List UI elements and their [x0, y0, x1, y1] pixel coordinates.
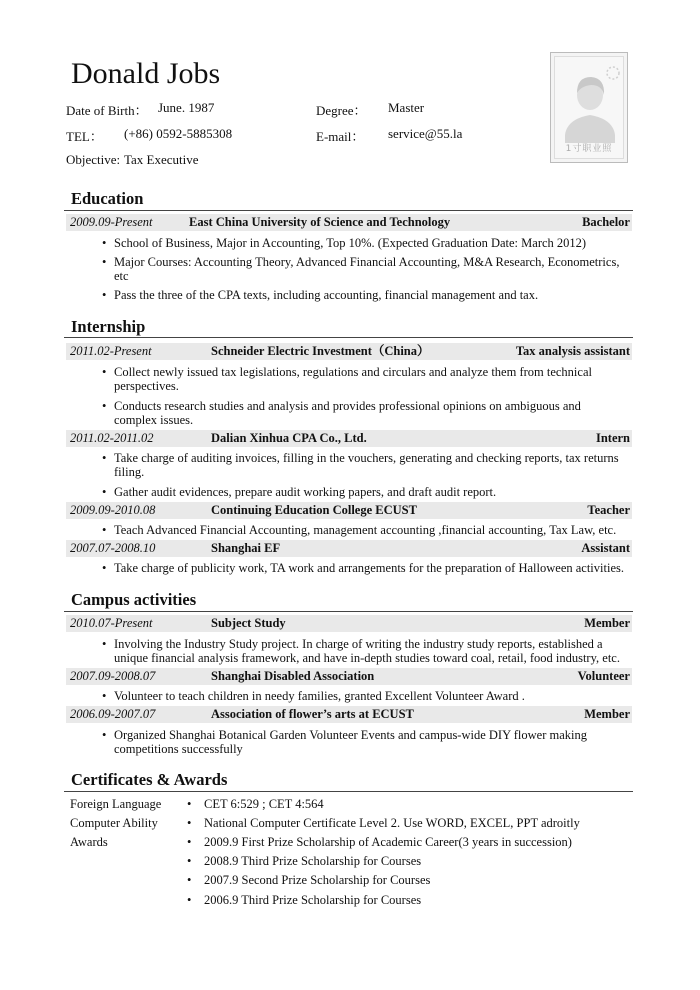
certificates-title: Certificates & Awards — [71, 770, 228, 789]
entry-date: 2009.09-Present — [70, 215, 153, 229]
education-title: Education — [71, 189, 144, 208]
certificates-divider — [64, 791, 633, 792]
campus-divider — [64, 611, 633, 612]
internship-divider — [64, 337, 633, 338]
campus-entry-header — [66, 668, 632, 685]
certificate-item: CET 6:529 ; CET 4:564 — [204, 797, 324, 811]
certificate-category: Computer Ability — [70, 816, 158, 830]
internship-entry-header — [66, 430, 632, 447]
entry-role: Volunteer — [577, 669, 630, 683]
internship-entry-header — [66, 343, 632, 360]
certificate-item: 2009.9 First Prize Scholarship of Academic Career(3 years in succession) — [204, 835, 572, 849]
entry-date: 2009.09-2010.08 — [70, 503, 156, 517]
candidate-name: Donald Jobs — [71, 57, 221, 90]
entry-organization: Subject Study — [211, 616, 286, 630]
entry-role: Member — [584, 616, 630, 630]
dob-value: June. 1987 — [158, 100, 215, 115]
entry-date: 2007.07-2008.10 — [70, 541, 156, 555]
email-label: E-mail： — [316, 129, 365, 144]
objective-label: Objective: — [66, 152, 121, 167]
certificate-category: Awards — [70, 835, 108, 849]
campus-entry-header — [66, 615, 632, 632]
tel-value: (+86) 0592-5885308 — [124, 126, 233, 141]
education-divider — [64, 210, 633, 211]
entry-organization: Association of flower’s arts at ECUST — [211, 707, 414, 721]
certificate-category: Foreign Language — [70, 797, 162, 811]
degree-value: Master — [388, 100, 425, 115]
entry-organization: Schneider Electric Investment（China） — [211, 344, 430, 358]
objective-value: Tax Executive — [124, 152, 199, 167]
entry-organization: Dalian Xinhua CPA Co., Ltd. — [211, 431, 367, 445]
entry-role: Member — [584, 707, 630, 721]
entry-role: Tax analysis assistant — [515, 344, 630, 358]
profile-photo — [550, 52, 628, 163]
email-value: service@55.la — [388, 126, 463, 141]
internship-entry-header — [66, 540, 632, 557]
internship-title: Internship — [71, 317, 146, 336]
entry-date: 2007.09-2008.07 — [70, 669, 156, 683]
entry-role: Intern — [595, 431, 630, 445]
entry-role: Teacher — [587, 503, 630, 517]
dob-label: Date of Birth： — [66, 103, 148, 118]
photo-caption: 1寸职业照 — [565, 144, 613, 154]
tel-label: TEL： — [66, 129, 103, 144]
entry-date: 2006.09-2007.07 — [70, 707, 156, 721]
entry-role: Assistant — [581, 541, 630, 555]
campus-title: Campus activities — [71, 590, 197, 609]
entry-date: 2011.02-2011.02 — [70, 431, 154, 445]
entry-organization: Continuing Education College ECUST — [211, 503, 417, 517]
bullet: • — [187, 816, 192, 830]
internship-entry-header — [66, 502, 632, 519]
bullet: • — [187, 873, 192, 887]
bullet: • — [187, 835, 192, 849]
certificate-item: 2007.9 Second Prize Scholarship for Courses — [204, 873, 431, 887]
certificate-item: 2006.9 Third Prize Scholarship for Courses — [204, 893, 422, 907]
bullet: • — [187, 854, 192, 868]
education-entry-header — [66, 214, 632, 231]
entry-organization: Shanghai EF — [211, 541, 281, 555]
entry-date: 2010.07-Present — [70, 616, 153, 630]
bullet: • — [187, 797, 192, 811]
entry-role: Bachelor — [582, 215, 630, 229]
certificate-item: National Computer Certificate Level 2. Use WORD, EXCEL, PPT adroitly — [204, 816, 580, 830]
certificate-item: 2008.9 Third Prize Scholarship for Courses — [204, 854, 422, 868]
entry-date: 2011.02-Present — [70, 344, 152, 358]
campus-entry-header — [66, 706, 632, 723]
bullet: • — [187, 893, 192, 907]
entry-organization: East China University of Science and Technology — [189, 215, 451, 229]
entry-organization: Shanghai Disabled Association — [211, 669, 375, 683]
degree-label: Degree： — [316, 103, 367, 118]
